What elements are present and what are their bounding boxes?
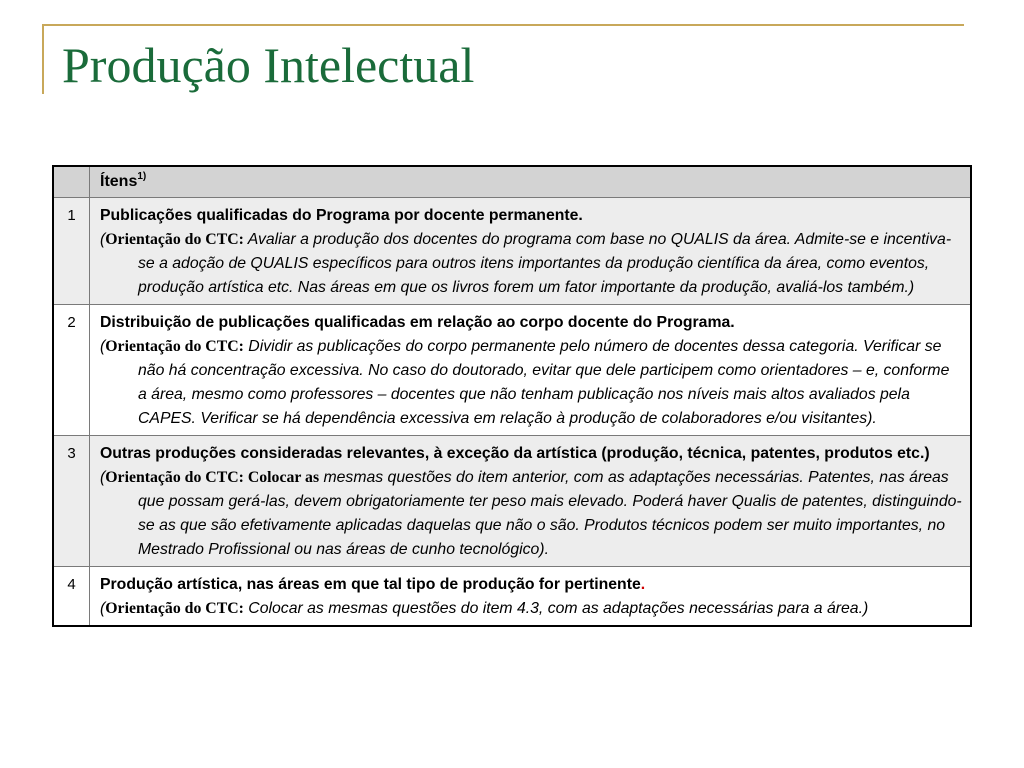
row-heading-period: . <box>640 575 646 593</box>
note-open: ( <box>100 599 106 617</box>
items-table <box>52 165 972 627</box>
header-number-cell <box>53 166 90 197</box>
frame-left-line <box>42 24 44 94</box>
note-open: ( <box>100 468 106 486</box>
row-number: 2 <box>53 304 90 435</box>
table-row <box>53 304 971 435</box>
note-label: Orientação do CTC: <box>105 599 244 617</box>
note-label: Orientação do CTC: Colocar as <box>105 468 320 486</box>
row-heading: Publicações qualificadas do Programa por docente permanente. <box>100 206 583 224</box>
row-number: 3 <box>53 435 90 566</box>
header-label: Ítens <box>100 173 138 190</box>
note-text: mesmas questões do item anterior, com as adaptações necessárias. Patentes, nas áreas que possam gerá-las, devem obrigatoriamente ter peso mais elevado. Poderá haver Qualis de patentes, distinguindo-se as que são efetivamente aplicadas daquelas que não o são. Produtos técnicos podem ser muito importantes, no Mestrado Profissional ou nas áreas de cunho tecnológico). <box>138 468 962 558</box>
frame-top-line <box>42 24 964 26</box>
row-note <box>100 597 962 621</box>
row-number: 1 <box>53 197 90 304</box>
note-text: Dividir as publicações do corpo permanente pelo número de docentes dessa categoria. Verificar se não há concentração excessiva. No caso do doutorado, evitar que dele participem como orientadores – e, conforme a área, mesmo como professores – docentes que não tenham publicação nos níveis mais altos avaliados pela CAPES. Verificar se há dependência excessiva em relação à produção de colaboradores e/ou visitantes). <box>138 337 950 427</box>
table-row <box>53 197 971 304</box>
note-text: Avaliar a produção dos docentes do programa com base no QUALIS da área. Admite-se e incentiva-se a adoção de QUALIS específicos para outros itens importantes da produção científica da área, como eventos, produção artística etc. Nas áreas em que os livros forem um fator importante da produção, avaliá-los também.) <box>138 230 952 296</box>
note-label: Orientação do CTC: <box>105 230 244 248</box>
table-header-row <box>53 166 971 197</box>
row-heading <box>100 573 962 597</box>
table-row <box>53 566 971 626</box>
note-open: ( <box>100 230 106 248</box>
row-note <box>100 335 962 431</box>
slide-title: Produção Intelectual <box>62 37 475 93</box>
row-note <box>100 228 962 300</box>
header-footnote-mark: 1) <box>137 171 147 182</box>
note-open: ( <box>100 337 106 355</box>
note-text: Colocar as mesmas questões do item 4.3, com as adaptações necessárias para a área.) <box>243 599 869 617</box>
row-number: 4 <box>53 566 90 626</box>
row-heading: Outras produções consideradas relevantes, à exceção da artística (produção, técnica, patentes, produtos etc.) <box>100 444 930 462</box>
row-content <box>90 197 972 304</box>
row-heading-text: Produção artística, nas áreas em que tal tipo de produção for pertinente <box>100 575 641 593</box>
note-label: Orientação do CTC: <box>105 337 244 355</box>
row-content <box>90 435 972 566</box>
header-items-cell <box>90 166 972 197</box>
row-content <box>90 304 972 435</box>
row-content <box>90 566 972 626</box>
row-heading: Distribuição de publicações qualificadas em relação ao corpo docente do Programa. <box>100 313 735 331</box>
row-note <box>100 466 962 562</box>
table-row <box>53 435 971 566</box>
